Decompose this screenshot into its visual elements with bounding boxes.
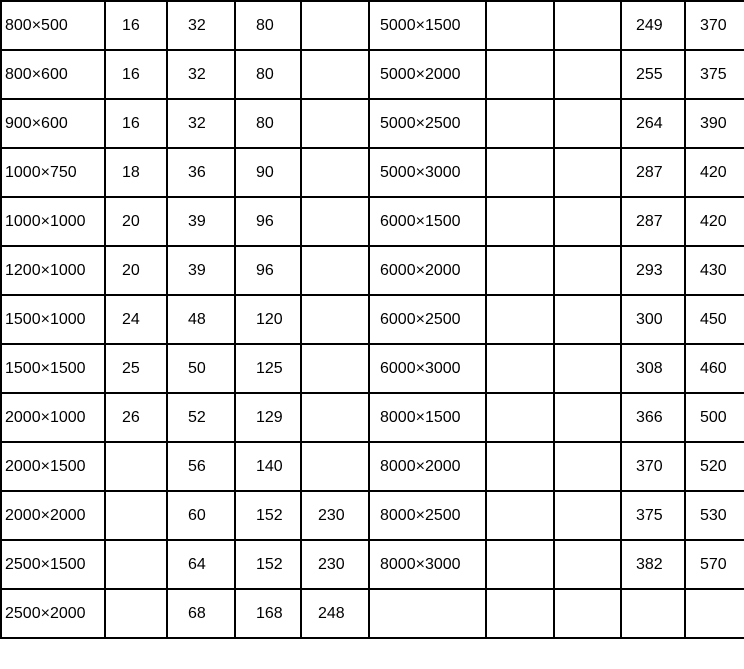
table-cell: [486, 540, 554, 589]
table-row: [1, 99, 744, 148]
table-cell: 24: [105, 295, 167, 344]
table-cell: 6000×1500: [369, 197, 486, 246]
table-row: [1, 344, 744, 393]
table-cell: 390: [685, 99, 744, 148]
table-row: [1, 491, 744, 540]
table-cell: [486, 295, 554, 344]
table-cell: 375: [685, 50, 744, 99]
table-row: [1, 1, 744, 50]
table-cell: [301, 344, 369, 393]
table-cell: 68: [167, 589, 235, 638]
table-cell: [554, 246, 621, 295]
table-cell: 5000×1500: [369, 1, 486, 50]
table-cell: [301, 393, 369, 442]
table-cell: 80: [235, 1, 301, 50]
table-cell: 6000×2500: [369, 295, 486, 344]
table-cell: [554, 540, 621, 589]
table-cell: 293: [621, 246, 685, 295]
table-cell: [486, 491, 554, 540]
table-cell: 5000×3000: [369, 148, 486, 197]
table-cell: 2500×2000: [1, 589, 105, 638]
table-cell: 152: [235, 540, 301, 589]
table-cell: [486, 246, 554, 295]
table-cell: [105, 540, 167, 589]
table-cell: 48: [167, 295, 235, 344]
table-cell: [301, 1, 369, 50]
table-cell: 308: [621, 344, 685, 393]
table-cell: 287: [621, 197, 685, 246]
table-cell: [105, 442, 167, 491]
table-cell: 2500×1500: [1, 540, 105, 589]
table-cell: 230: [301, 491, 369, 540]
table-cell: 140: [235, 442, 301, 491]
table-cell: 500: [685, 393, 744, 442]
table-cell: 32: [167, 1, 235, 50]
table-cell: [486, 148, 554, 197]
table-cell: 96: [235, 197, 301, 246]
table-cell: 249: [621, 1, 685, 50]
table-cell: 230: [301, 540, 369, 589]
table-cell: 420: [685, 197, 744, 246]
table-cell: [301, 197, 369, 246]
table-cell: 520: [685, 442, 744, 491]
table-cell: 420: [685, 148, 744, 197]
table-cell: 900×600: [1, 99, 105, 148]
table-cell: [105, 491, 167, 540]
table-cell: 8000×3000: [369, 540, 486, 589]
table-cell: 1500×1500: [1, 344, 105, 393]
table-cell: [486, 344, 554, 393]
table-cell: 300: [621, 295, 685, 344]
table-row: [1, 295, 744, 344]
table-cell: [301, 442, 369, 491]
table-cell: 129: [235, 393, 301, 442]
table-cell: [685, 589, 744, 638]
table-cell: 375: [621, 491, 685, 540]
table-cell: 152: [235, 491, 301, 540]
table-row: [1, 442, 744, 491]
table-cell: [554, 589, 621, 638]
table-cell: 50: [167, 344, 235, 393]
table-cell: 450: [685, 295, 744, 344]
table-cell: [486, 393, 554, 442]
table-cell: 2000×1500: [1, 442, 105, 491]
table-cell: 430: [685, 246, 744, 295]
table-cell: 16: [105, 50, 167, 99]
table-cell: [486, 442, 554, 491]
table-cell: [301, 50, 369, 99]
table-body: [1, 1, 744, 638]
table-cell: 5000×2500: [369, 99, 486, 148]
table-cell: 1000×750: [1, 148, 105, 197]
table-cell: 366: [621, 393, 685, 442]
table-cell: 20: [105, 197, 167, 246]
table-cell: 530: [685, 491, 744, 540]
table-row: [1, 540, 744, 589]
table-cell: 1000×1000: [1, 197, 105, 246]
table-cell: 56: [167, 442, 235, 491]
table-cell: [369, 589, 486, 638]
table-cell: 125: [235, 344, 301, 393]
table-cell: 120: [235, 295, 301, 344]
table-cell: 2000×2000: [1, 491, 105, 540]
table-cell: 39: [167, 197, 235, 246]
table-cell: 64: [167, 540, 235, 589]
table-row: [1, 50, 744, 99]
table-row: [1, 246, 744, 295]
table-row: [1, 148, 744, 197]
table-cell: [301, 148, 369, 197]
table-cell: 8000×2000: [369, 442, 486, 491]
table-cell: 370: [685, 1, 744, 50]
table-cell: 39: [167, 246, 235, 295]
table-cell: 80: [235, 99, 301, 148]
table-cell: 96: [235, 246, 301, 295]
table-cell: 1200×1000: [1, 246, 105, 295]
table-cell: 264: [621, 99, 685, 148]
table-cell: 80: [235, 50, 301, 99]
table-cell: 570: [685, 540, 744, 589]
table-cell: [301, 99, 369, 148]
table-cell: [105, 589, 167, 638]
table-cell: [554, 344, 621, 393]
table-cell: [554, 442, 621, 491]
table-cell: 20: [105, 246, 167, 295]
table-cell: 5000×2000: [369, 50, 486, 99]
table-cell: 26: [105, 393, 167, 442]
table-cell: [554, 148, 621, 197]
table-cell: 25: [105, 344, 167, 393]
table-row: [1, 197, 744, 246]
table-cell: [554, 50, 621, 99]
table-cell: 800×600: [1, 50, 105, 99]
table-cell: [486, 99, 554, 148]
table-cell: 460: [685, 344, 744, 393]
table-cell: 18: [105, 148, 167, 197]
table-cell: 32: [167, 99, 235, 148]
table-cell: [301, 295, 369, 344]
table-cell: 52: [167, 393, 235, 442]
table-cell: [486, 50, 554, 99]
table-cell: 287: [621, 148, 685, 197]
table-cell: 16: [105, 1, 167, 50]
table-cell: 255: [621, 50, 685, 99]
table-cell: [486, 589, 554, 638]
table-cell: 1500×1000: [1, 295, 105, 344]
table-cell: 2000×1000: [1, 393, 105, 442]
table-cell: [554, 197, 621, 246]
table-cell: 36: [167, 148, 235, 197]
table-cell: 32: [167, 50, 235, 99]
table-cell: 6000×2000: [369, 246, 486, 295]
table-row: [1, 589, 744, 638]
table-cell: 90: [235, 148, 301, 197]
table-cell: 8000×1500: [369, 393, 486, 442]
table-cell: 16: [105, 99, 167, 148]
table-cell: 248: [301, 589, 369, 638]
table-cell: [554, 295, 621, 344]
table-cell: 382: [621, 540, 685, 589]
table-cell: [554, 99, 621, 148]
table-cell: 370: [621, 442, 685, 491]
table-cell: [554, 393, 621, 442]
table-cell: 8000×2500: [369, 491, 486, 540]
table-cell: [621, 589, 685, 638]
table-cell: [301, 246, 369, 295]
table-cell: 800×500: [1, 1, 105, 50]
table-cell: [554, 1, 621, 50]
table-cell: [486, 197, 554, 246]
table-cell: 6000×3000: [369, 344, 486, 393]
table-cell: 60: [167, 491, 235, 540]
table-cell: [486, 1, 554, 50]
table-cell: [554, 491, 621, 540]
table-row: [1, 393, 744, 442]
table-cell: 168: [235, 589, 301, 638]
